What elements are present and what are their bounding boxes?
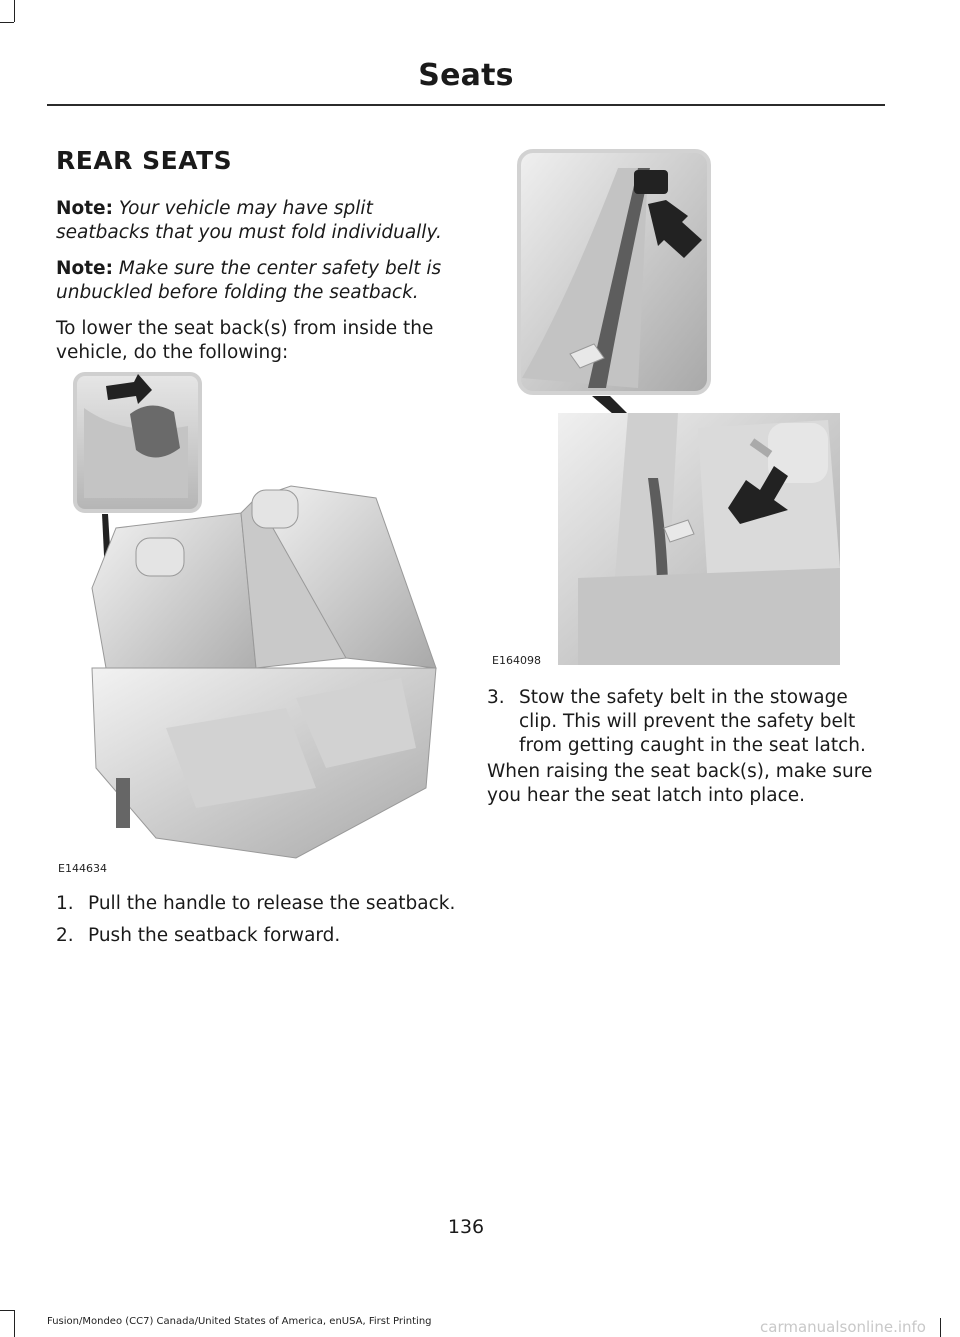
step-number: 1. — [56, 893, 74, 914]
watermark: carmanualsonline.info — [760, 1318, 926, 1336]
closing-text: When raising the seat back(s), make sure you hear the seat latch into place. — [487, 761, 873, 806]
note-label: Note: — [56, 198, 113, 219]
note — [56, 257, 451, 305]
crop-mark — [0, 1310, 14, 1311]
list-item — [56, 892, 456, 916]
note — [56, 197, 451, 245]
section-title: REAR SEATS — [56, 146, 233, 175]
left-column — [56, 146, 451, 377]
page-number: 136 — [447, 1216, 485, 1238]
crop-mark — [940, 1318, 941, 1337]
crop-mark — [0, 22, 14, 23]
note-text: Make sure the center safety belt is unbuckled before folding the seatback. — [56, 258, 442, 303]
rear-seat-handle-illustration — [56, 368, 456, 878]
header-divider — [47, 104, 885, 106]
note-label: Note: — [56, 258, 113, 279]
safety-belt-stowage-clip-illustration — [488, 148, 848, 670]
step-text: Push the seatback forward. — [88, 925, 341, 946]
figure-code: E144634 — [58, 862, 107, 875]
step-number: 3. — [487, 687, 505, 708]
intro-text: To lower the seat back(s) from inside the vehicle, do the following: — [56, 318, 434, 363]
note-text: Your vehicle may have split seatbacks that you must fold individually. — [56, 198, 442, 243]
steps-left — [56, 892, 456, 956]
steps-right — [487, 686, 877, 766]
figure-code: E164098 — [492, 654, 541, 667]
page-title: Seats — [418, 58, 514, 93]
step-text: Pull the handle to release the seatback. — [88, 893, 456, 914]
crop-mark — [14, 1310, 15, 1337]
step-text: Stow the safety belt in the stowage clip. This will prevent the safety belt from getting caught in the seat latch. — [519, 687, 866, 756]
footer-text: Fusion/Mondeo (CC7) Canada/United States of America, enUSA, First Printing — [47, 1316, 432, 1327]
list-item — [56, 924, 456, 948]
list-item — [487, 686, 877, 758]
crop-mark — [14, 0, 15, 22]
step-number: 2. — [56, 925, 74, 946]
